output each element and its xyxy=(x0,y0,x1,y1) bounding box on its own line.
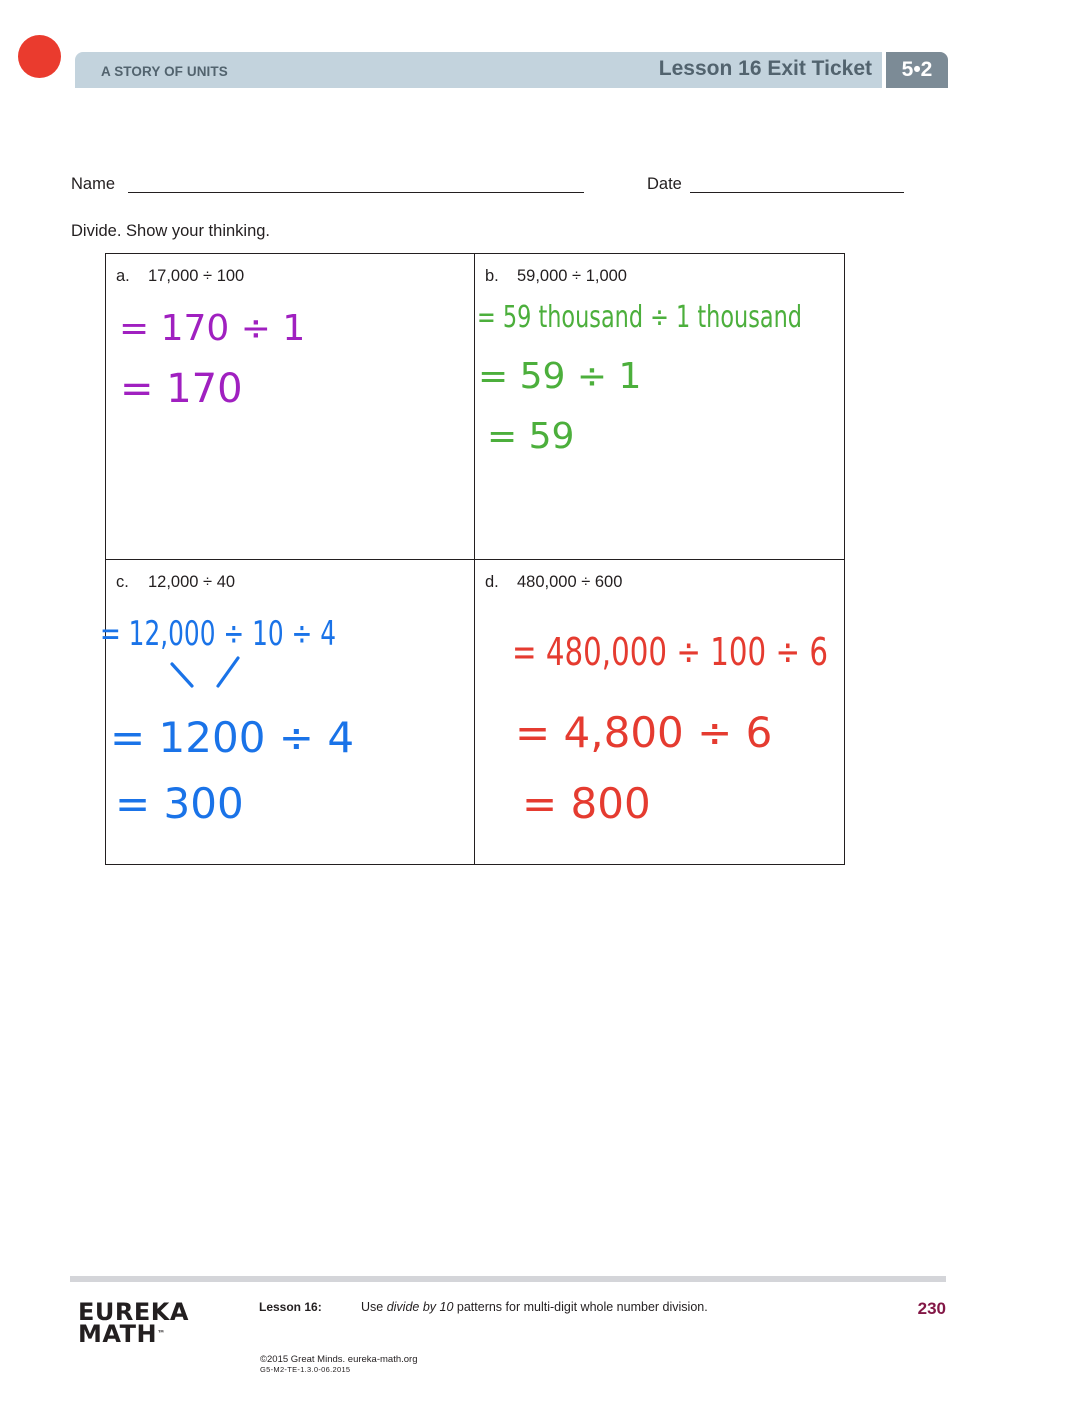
problem-d-letter: d. xyxy=(485,573,499,591)
work-a-line-1: = 170 ÷ 1 xyxy=(119,308,306,349)
logo-trademark: ™ xyxy=(157,1329,166,1338)
work-d-line-1: = 480,000 ÷ 100 ÷ 6 xyxy=(512,630,828,674)
logo-line-2: MATH xyxy=(78,1320,158,1348)
series-title: A STORY OF UNITS xyxy=(101,64,228,79)
name-label: Name xyxy=(71,175,116,193)
problem-d-work xyxy=(512,630,828,828)
work-d-line-2: = 4,800 ÷ 6 xyxy=(515,708,773,757)
problem-b-work xyxy=(477,300,802,457)
footer-rule xyxy=(70,1276,946,1282)
work-b-line-1: = 59 thousand ÷ 1 thousand xyxy=(477,300,802,335)
work-a-line-2: = 170 xyxy=(120,366,243,412)
problem-a-expression: 17,000 ÷ 100 xyxy=(148,267,245,285)
problem-c-expression: 12,000 ÷ 40 xyxy=(148,573,236,591)
directions: Divide. Show your thinking. xyxy=(71,222,271,240)
problem-a-letter: a. xyxy=(116,267,130,285)
grade-module-badge: 5•2 xyxy=(886,52,948,88)
footer-lesson-description xyxy=(361,1300,708,1314)
work-c-line-2: = 1200 ÷ 4 xyxy=(110,713,355,762)
work-b-line-3: = 59 xyxy=(487,416,575,457)
copyright: ©2015 Great Minds. eureka-math.org xyxy=(260,1354,418,1365)
problem-d-expression: 480,000 ÷ 600 xyxy=(517,573,623,591)
problem-c-letter: c. xyxy=(116,573,129,591)
work-b-line-2: = 59 ÷ 1 xyxy=(478,356,642,397)
problem-a-work xyxy=(119,308,305,412)
lesson-desc-pre: Use xyxy=(361,1300,387,1314)
problem-c-work xyxy=(100,614,354,828)
work-d-line-3: = 800 xyxy=(522,779,651,828)
problem-b-expression: 59,000 ÷ 1,000 xyxy=(517,267,627,285)
document-code: G5-M2-TE-1.3.0-06.2015 xyxy=(260,1365,351,1374)
date-label: Date xyxy=(647,175,682,193)
footer-lesson-label: Lesson 16: xyxy=(259,1300,322,1314)
lesson-title: Lesson 16 Exit Ticket xyxy=(658,57,872,80)
work-c-split-marks xyxy=(172,658,238,686)
work-c-line-1: = 12,000 ÷ 10 ÷ 4 xyxy=(100,614,336,654)
lesson-desc-post: patterns for multi-digit whole number division. xyxy=(453,1300,708,1314)
eureka-math-logo xyxy=(78,1298,189,1348)
page-number: 230 xyxy=(917,1299,946,1318)
lesson-desc-emphasis: divide by 10 xyxy=(386,1300,454,1314)
problem-b-letter: b. xyxy=(485,267,499,285)
logo-line-1: EUREKA xyxy=(78,1298,189,1326)
work-c-line-3: = 300 xyxy=(115,779,244,828)
